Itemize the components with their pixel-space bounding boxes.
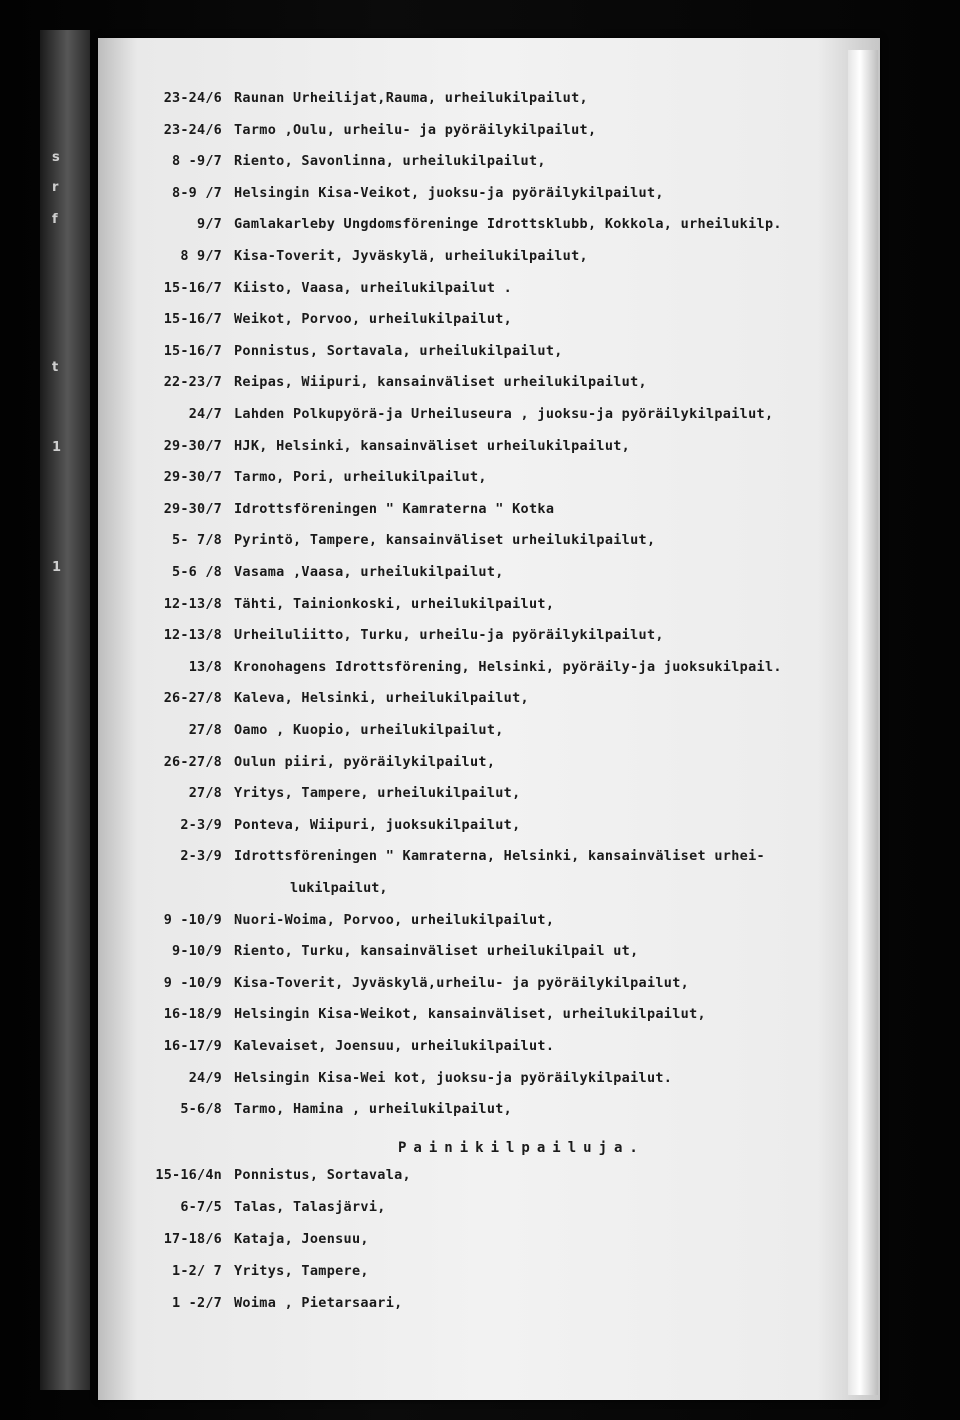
entry-date: 9/7 — [197, 216, 222, 233]
entry-date: 8-9 /7 — [172, 184, 222, 201]
competition-row — [0, 1006, 960, 1028]
entry-date: 13/8 — [188, 658, 222, 675]
competition-row — [0, 122, 960, 144]
entry-date: 27/8 — [188, 785, 222, 802]
competition-row — [0, 627, 960, 649]
entry-text: Kisa-Toverit, Jyväskylä, urheilukilpailut, — [234, 248, 588, 264]
competition-row — [0, 153, 960, 175]
entry-text: Talas, Talasjärvi, — [234, 1199, 386, 1215]
entry-date: 29-30/7 — [163, 437, 222, 454]
entry-date: 15-16/7 — [163, 311, 222, 328]
entry-date: 26-27/8 — [163, 753, 222, 770]
competition-row — [0, 343, 960, 365]
entry-text: Yritys, Tampere, — [234, 1263, 369, 1279]
entry-date: 9 -10/9 — [163, 911, 222, 928]
margin-fragment-char: t — [52, 360, 59, 375]
entry-date: 2-3/9 — [180, 816, 222, 833]
document-page — [98, 38, 880, 1400]
entry-text: Pyrintö, Tampere, kansainväliset urheilukilpailut, — [234, 532, 656, 549]
competition-row — [0, 817, 960, 839]
entry-date: 12-13/8 — [163, 627, 222, 644]
entry-text: Oamo , Kuopio, urheilukilpailut, — [234, 722, 504, 738]
entry-date: 12-13/8 — [163, 595, 222, 612]
entry-date: 5-6 /8 — [172, 564, 222, 580]
entry-text: Weikot, Porvoo, urheilukilpailut, — [234, 311, 513, 328]
competition-row — [0, 564, 960, 586]
entry-text: Raunan Urheilijat,Rauma, urheilukilpailut, — [234, 90, 588, 106]
entry-text: Riento, Turku, kansainväliset urheilukilpail ut, — [234, 943, 639, 960]
competition-row — [0, 374, 960, 396]
entry-date: 8 -9/7 — [172, 153, 222, 170]
competition-row — [0, 659, 960, 681]
competition-row — [0, 185, 960, 207]
entry-text: Lahden Polkupyörä-ja Urheiluseura , juoksu-ja pyöräilykilpailut, — [234, 406, 774, 422]
entry-date: 8 9/7 — [180, 248, 222, 264]
entry-date: 29-30/7 — [163, 469, 222, 486]
competition-row — [0, 406, 960, 428]
entry-text: Ponteva, Wiipuri, juoksukilpailut, — [234, 816, 521, 833]
competition-row — [0, 1101, 960, 1123]
entry-text: Idrottsföreningen " Kamraterna " Kotka — [234, 500, 555, 517]
entry-text: Nuori-Woima, Porvoo, urheilukilpailut, — [234, 911, 555, 928]
competition-row — [0, 975, 960, 997]
entry-text: Ponnistus, Sortavala, — [234, 1167, 411, 1183]
competition-row — [0, 848, 960, 870]
entry-text: Woima , Pietarsaari, — [234, 1295, 403, 1311]
wrestling-row — [0, 1199, 960, 1221]
entry-date: 26-27/8 — [163, 690, 222, 707]
entry-text: Vasama ,Vaasa, urheilukilpailut, — [234, 564, 504, 580]
competition-row — [0, 596, 960, 618]
entry-text: Gamlakarleby Ungdomsföreninge Idrottsklubb, Kokkola, urheilukilp. — [234, 216, 782, 233]
entry-date: 29-30/7 — [163, 500, 222, 517]
entry-text: Tarmo ,Oulu, urheilu- ja pyöräilykilpailut, — [234, 121, 597, 138]
entry-date: 23-24/6 — [163, 90, 222, 106]
entry-text: Helsingin Kisa-Veikot, juoksu-ja pyöräilykilpailut, — [234, 184, 664, 201]
entry-text: Kataja, Joensuu, — [234, 1231, 369, 1247]
competition-row — [0, 880, 960, 902]
competition-row — [0, 1070, 960, 1092]
entry-date: 5- 7/8 — [172, 532, 222, 549]
entry-text: Helsingin Kisa-Weikot, kansainväliset, urheilukilpailut, — [234, 1006, 706, 1023]
entry-date: 2-3/9 — [180, 848, 222, 865]
entry-date: 15-16/4n — [155, 1167, 222, 1183]
competition-row — [0, 754, 960, 776]
entry-date: 16-17/9 — [163, 1038, 222, 1054]
entry-date: 15-16/7 — [163, 279, 222, 296]
entry-date: 15-16/7 — [163, 342, 222, 359]
entry-text: Tarmo, Hamina , urheilukilpailut, — [234, 1101, 513, 1118]
competition-row — [0, 311, 960, 333]
entry-text: lukilpailut, — [290, 880, 388, 896]
competition-row — [0, 216, 960, 238]
entry-text: Kalevaiset, Joensuu, urheilukilpailut. — [234, 1038, 555, 1054]
competition-row — [0, 785, 960, 807]
entry-date: 1-2/ 7 — [172, 1263, 222, 1279]
entry-date: 9 -10/9 — [163, 974, 222, 991]
entry-text: Riento, Savonlinna, urheilukilpailut, — [234, 153, 546, 170]
entry-text: Urheiluliitto, Turku, urheilu-ja pyöräilykilpailut, — [234, 627, 664, 644]
wrestling-row — [0, 1295, 960, 1317]
entry-text: Idrottsföreningen " Kamraterna, Helsinki, kansainväliset urhei- — [234, 848, 765, 865]
entry-date: 22-23/7 — [163, 374, 222, 391]
section-heading: Painikilpailuja. — [398, 1140, 645, 1156]
entry-date: 17-18/6 — [163, 1231, 222, 1247]
entry-text: Reipas, Wiipuri, kansainväliset urheilukilpailut, — [234, 374, 647, 391]
entry-date: 1 -2/7 — [172, 1295, 222, 1311]
competition-row — [0, 690, 960, 712]
entry-text: Kiisto, Vaasa, urheilukilpailut . — [234, 279, 513, 296]
entry-text: Tähti, Tainionkoski, urheilukilpailut, — [234, 595, 555, 612]
margin-fragment-char: r — [52, 180, 59, 195]
competition-row — [0, 532, 960, 554]
margin-fragment-char: f — [52, 212, 58, 227]
competition-row — [0, 501, 960, 523]
margin-fragment-char: 1 — [52, 440, 62, 455]
wrestling-row — [0, 1263, 960, 1285]
competition-row — [0, 722, 960, 744]
entry-text: Ponnistus, Sortavala, urheilukilpailut, — [234, 342, 563, 359]
competition-row — [0, 90, 960, 112]
margin-fragment-char: 1 — [52, 560, 62, 575]
entry-text: Kronohagens Idrottsförening, Helsinki, pyöräily-ja juoksukilpail. — [234, 658, 782, 675]
competition-row — [0, 912, 960, 934]
entry-date: 16-18/9 — [163, 1006, 222, 1023]
competition-row — [0, 280, 960, 302]
competition-row — [0, 469, 960, 491]
competition-row — [0, 943, 960, 965]
entry-text: Oulun piiri, pyöräilykilpailut, — [234, 753, 496, 770]
entry-text: Kisa-Toverit, Jyväskylä,urheilu- ja pyöräilykilpailut, — [234, 974, 690, 991]
entry-date: 6-7/5 — [180, 1199, 222, 1215]
entry-date: 24/7 — [188, 406, 222, 422]
entry-date: 23-24/6 — [163, 121, 222, 138]
wrestling-row — [0, 1167, 960, 1189]
entry-text: Yritys, Tampere, urheilukilpailut, — [234, 785, 521, 802]
entry-text: HJK, Helsinki, kansainväliset urheilukilpailut, — [234, 437, 631, 454]
competition-row — [0, 248, 960, 270]
competition-row — [0, 1038, 960, 1060]
wrestling-row — [0, 1231, 960, 1253]
entry-text: Tarmo, Pori, urheilukilpailut, — [234, 469, 487, 486]
entry-date: 27/8 — [188, 722, 222, 738]
entry-date: 5-6/8 — [180, 1101, 222, 1118]
margin-fragment-char: s — [52, 150, 60, 165]
entry-text: Kaleva, Helsinki, urheilukilpailut, — [234, 690, 529, 707]
entry-date: 24/9 — [188, 1069, 222, 1086]
entry-date: 9-10/9 — [172, 943, 222, 960]
competition-row — [0, 438, 960, 460]
entry-text: Helsingin Kisa-Wei kot, juoksu-ja pyöräilykilpailut. — [234, 1069, 673, 1086]
